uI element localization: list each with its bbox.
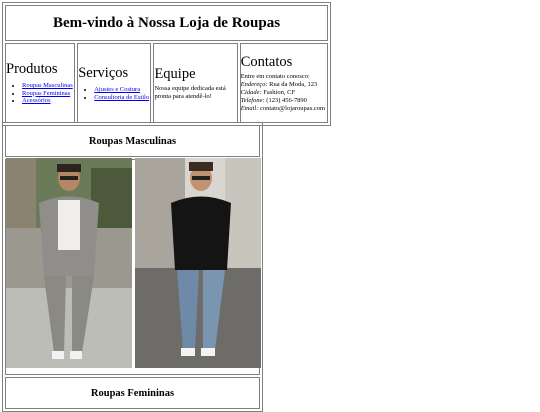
link-ajustes-costura[interactable]: Ajustes e Costura bbox=[94, 86, 141, 93]
contatos-heading: Contatos bbox=[240, 53, 293, 70]
page-title: Bem-vindo à Nossa Loja de Roupas bbox=[5, 5, 328, 41]
contatos-endereco: Endereço: Rua da Moda, 123 bbox=[240, 80, 318, 88]
photo-man-gray-suit bbox=[6, 158, 132, 368]
photo-man-black-shirt bbox=[135, 158, 261, 368]
produtos-list bbox=[6, 82, 74, 105]
masculinas-title: Roupas Masculinas bbox=[5, 125, 260, 157]
equipe-heading: Equipe bbox=[154, 65, 196, 82]
equipe-cell bbox=[153, 43, 237, 123]
servicos-heading: Serviços bbox=[78, 65, 129, 81]
servicos-list bbox=[78, 86, 150, 101]
produtos-heading: Produtos bbox=[6, 61, 58, 78]
link-consultoria-estilo[interactable]: Consultoria de Estilo bbox=[94, 93, 150, 101]
link-acessorios[interactable]: Acessórios bbox=[22, 97, 51, 105]
info-table bbox=[2, 2, 331, 126]
produtos-cell bbox=[5, 43, 75, 123]
link-roupas-masculinas[interactable]: Roupas Masculinas bbox=[22, 82, 73, 90]
contatos-cell bbox=[240, 43, 328, 123]
link-roupas-femininas[interactable]: Roupas Femininas bbox=[22, 89, 71, 97]
contatos-email: Email: contato@lojaroupas.com bbox=[240, 104, 326, 112]
contatos-telefone: Telefone: (123) 456-7890 bbox=[240, 96, 307, 104]
equipe-text: Nossa equipe dedicada está pronta para atendê-lo! bbox=[154, 84, 226, 100]
servicos-cell bbox=[77, 43, 151, 123]
contatos-intro: Entre em contato conosco: bbox=[240, 72, 310, 80]
contatos-cidade: Cidade: Fashion, CF bbox=[240, 88, 296, 96]
femininas-title: Roupas Femininas bbox=[5, 377, 260, 409]
